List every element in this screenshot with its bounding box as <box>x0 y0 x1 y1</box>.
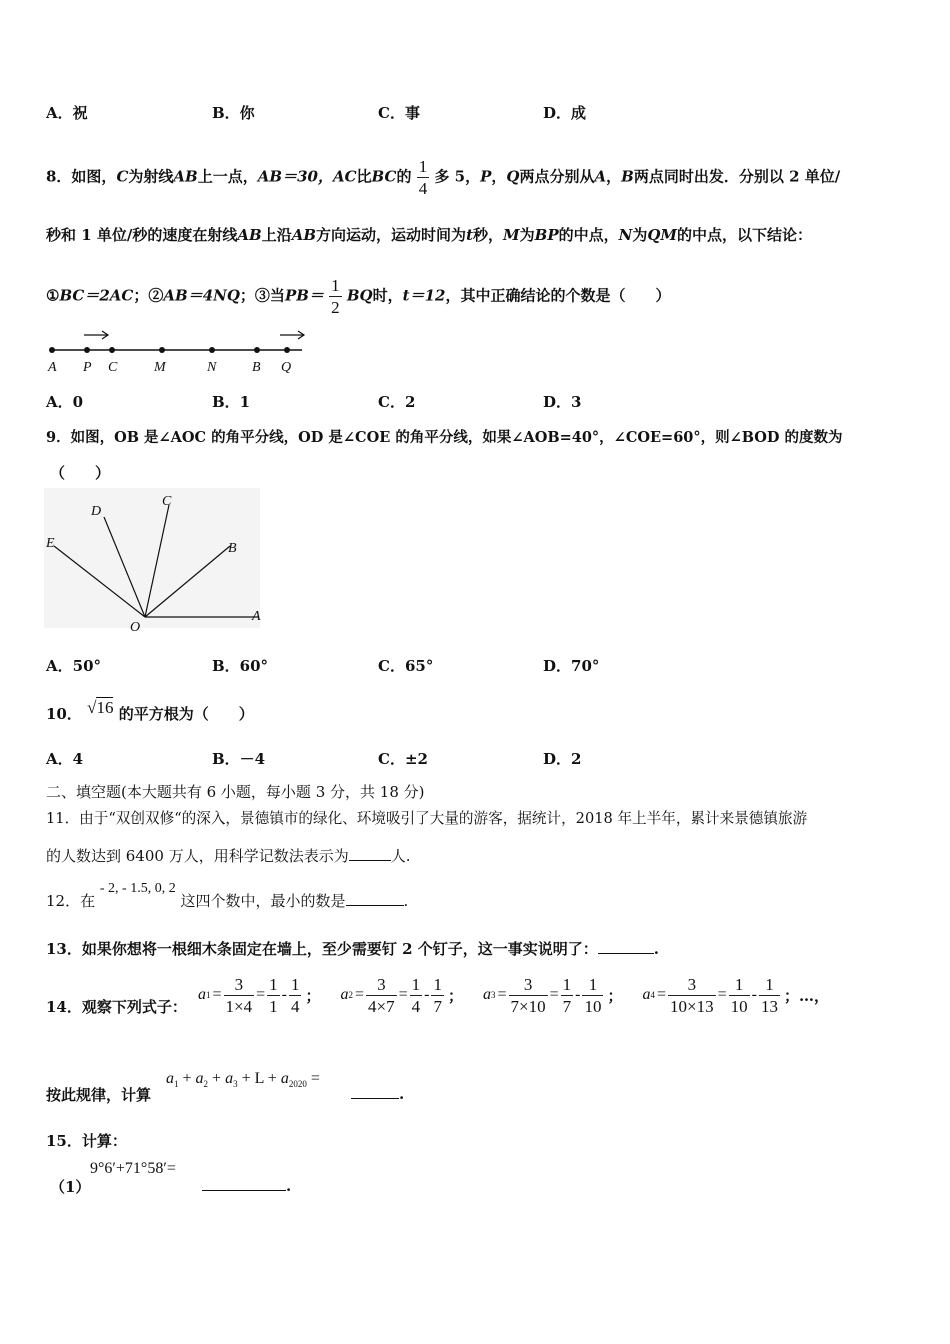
label-q: Q <box>281 360 292 375</box>
q10-stem: 10． √16 的平方根为（ ） <box>46 698 254 723</box>
q8-ray-figure <box>40 325 320 380</box>
q14-term-1: a 1 = $\frac{3}{1\times 4}$ = $\frac{1}{1}$ - $\frac{1}{4}$ ； <box>198 974 321 1016</box>
q9-option-a[interactable]: A．50° <box>46 657 102 675</box>
q14-sequence <box>198 970 829 1020</box>
label-o: O <box>130 620 141 635</box>
point-n <box>209 347 215 353</box>
label-m: M <box>154 360 166 375</box>
label-e: E <box>46 536 55 551</box>
q11-stem-line2: 的人数达到 6400 万人，用科学记数法表示为 人. <box>46 847 411 865</box>
q10-option-c[interactable]: C．±2 <box>378 750 428 768</box>
label-a: A <box>48 360 57 375</box>
figure-background <box>44 488 260 628</box>
q13-answer-blank[interactable] <box>598 939 654 954</box>
q8-fraction-quarter: $\frac{1}{4}$ <box>418 157 428 198</box>
q14-term-4: a 4 = $\frac{3}{10\times 13}$ = $\frac{1}{10}$ - $\frac{1}{13}$ ；…， <box>642 974 829 1016</box>
q14-sum-expression: $a_1 + a_2 + a_3 + L + a_{2020}$ = <box>166 1070 320 1090</box>
q7-option-c[interactable]: C．事 <box>378 104 420 122</box>
q12-stem: 12．在 - 2, - 1.5, 0, 2 这四个数中，最小的数是 . <box>46 881 409 910</box>
q7-option-b[interactable]: B．你 <box>212 104 255 122</box>
q12-answer-blank[interactable] <box>346 891 404 906</box>
point-q <box>284 347 290 353</box>
label-n: N <box>207 360 217 375</box>
q8-option-c[interactable]: C．2 <box>378 393 416 411</box>
label-d: D <box>91 504 102 519</box>
q15-title: 15．计算： <box>46 1132 127 1150</box>
q7-option-a[interactable]: A．祝 <box>46 104 88 122</box>
q15-expression: 9°6′+71°58′= <box>90 1160 176 1177</box>
q9-option-b[interactable]: B．60° <box>212 657 269 675</box>
q8-line1: 8．如图，C为射线AB上一点，AB＝30，AC比BC的 $\frac{1}{4}$ 多 5，P，Q两点分别从A，B两点同时出发．分别以 2 单位/ <box>46 157 841 198</box>
q14-fraction: $\frac{1}{10}$ <box>584 974 602 1016</box>
arrow-q-icon <box>280 331 304 339</box>
point-p <box>84 347 90 353</box>
q10-option-a[interactable]: A．4 <box>46 750 84 768</box>
q8-line3: ①BC＝2AC；②AB＝4NQ；③当PB＝ $\frac{1}{2}$ BQ时，t＝12，其中正确结论的个数是（ ） <box>46 276 671 317</box>
q14-answer: . <box>351 1084 404 1103</box>
q15-answer: . <box>202 1176 291 1195</box>
section2-title: 二、填空题(本大题共有 6 小题，每小题 3 分，共 18 分) <box>46 783 425 801</box>
q14-fraction: $\frac{1}{13}$ <box>760 974 778 1016</box>
label-a: A <box>252 609 261 624</box>
q14-fraction: $\frac{1}{7}$ <box>433 974 442 1016</box>
q9-angle-figure <box>44 488 266 638</box>
q15-answer-blank[interactable] <box>202 1176 286 1191</box>
q11-answer-blank[interactable] <box>349 846 391 861</box>
q8-fraction-half: $\frac{1}{2}$ <box>331 276 340 317</box>
q9-stem-line2: （ ） <box>50 464 111 482</box>
q14-term-3: a 3 = $\frac{3}{7\times 10}$ = $\frac{1}{7}$ - $\frac{1}{10}$ ； <box>483 974 623 1016</box>
q13-stem: 13．如果你想将一根细木条固定在墙上，至少需要钉 2 个钉子，这一事实说明了： . <box>46 940 659 958</box>
sqrt-sign: √ <box>87 698 97 717</box>
q8-option-a[interactable]: A．0 <box>46 393 84 411</box>
label-b: B <box>252 360 261 375</box>
arrow-p-icon <box>84 331 108 339</box>
q14-fraction: $\frac{1}{7}$ <box>562 974 572 1016</box>
q14-fraction: $\frac{1}{4}$ <box>411 974 421 1016</box>
q10-option-b[interactable]: B．－4 <box>212 750 266 768</box>
q14-answer-blank[interactable] <box>351 1084 399 1099</box>
label-b: B <box>228 541 237 556</box>
q10-option-d[interactable]: D．2 <box>543 750 582 768</box>
q14-fraction: $\frac{3}{4\times 7}$ <box>368 974 395 1016</box>
q14-fraction: $\frac{1}{1}$ <box>269 974 278 1016</box>
label-c: C <box>108 360 118 375</box>
point-a <box>49 347 55 353</box>
q14-fraction: $\frac{3}{1\times 4}$ <box>225 974 253 1016</box>
q9-option-c[interactable]: C．65° <box>378 657 434 675</box>
q15-sub-label: （1） <box>50 1178 91 1196</box>
q12-numbers: - 2, - 1.5, 0, 2 <box>99 881 176 896</box>
q9-option-d[interactable]: D．70° <box>543 657 600 675</box>
q14-fraction: $\frac{3}{10\times 13}$ <box>670 974 714 1016</box>
q8-line2: 秒和 1 单位/秒的速度在射线AB上沿AB方向运动，运动时间为t秒，M为BP的中点，N为QM的中点，以下结论： <box>46 226 813 244</box>
q14-fraction: $\frac{1}{10}$ <box>730 974 748 1016</box>
point-b <box>254 347 260 353</box>
q8-option-b[interactable]: B．1 <box>212 393 251 411</box>
sqrt-radicand: 16 <box>96 698 114 717</box>
q8-option-d[interactable]: D．3 <box>543 393 582 411</box>
q14-prefix: 14．观察下列式子： <box>46 998 187 1016</box>
label-p: P <box>83 360 92 375</box>
point-c <box>109 347 115 353</box>
q14-fraction: $\frac{3}{7\times 10}$ <box>510 974 546 1016</box>
q9-stem-line1: 9．如图，OB 是∠AOC 的角平分线，OD 是∠COE 的角平分线，如果∠AOB=40°，∠COE=60°，则∠BOD 的度数为 <box>46 429 843 446</box>
q14-term-2: a 2 = $\frac{3}{4\times 7}$ = $\frac{1}{4}$ - $\frac{1}{7}$ ； <box>340 974 463 1016</box>
label-c: C <box>162 494 172 509</box>
q14-line2-prefix: 按此规律，计算 <box>46 1086 152 1104</box>
q14-fraction: $\frac{1}{4}$ <box>290 974 300 1016</box>
q11-stem-line1: 11．由于“双创双修“的深入，景德镇市的绿化、环境吸引了大量的游客，据统计，2018 年上半年，累计来景德镇旅游 <box>46 810 808 827</box>
point-m <box>159 347 165 353</box>
q7-option-d[interactable]: D．成 <box>543 104 587 122</box>
